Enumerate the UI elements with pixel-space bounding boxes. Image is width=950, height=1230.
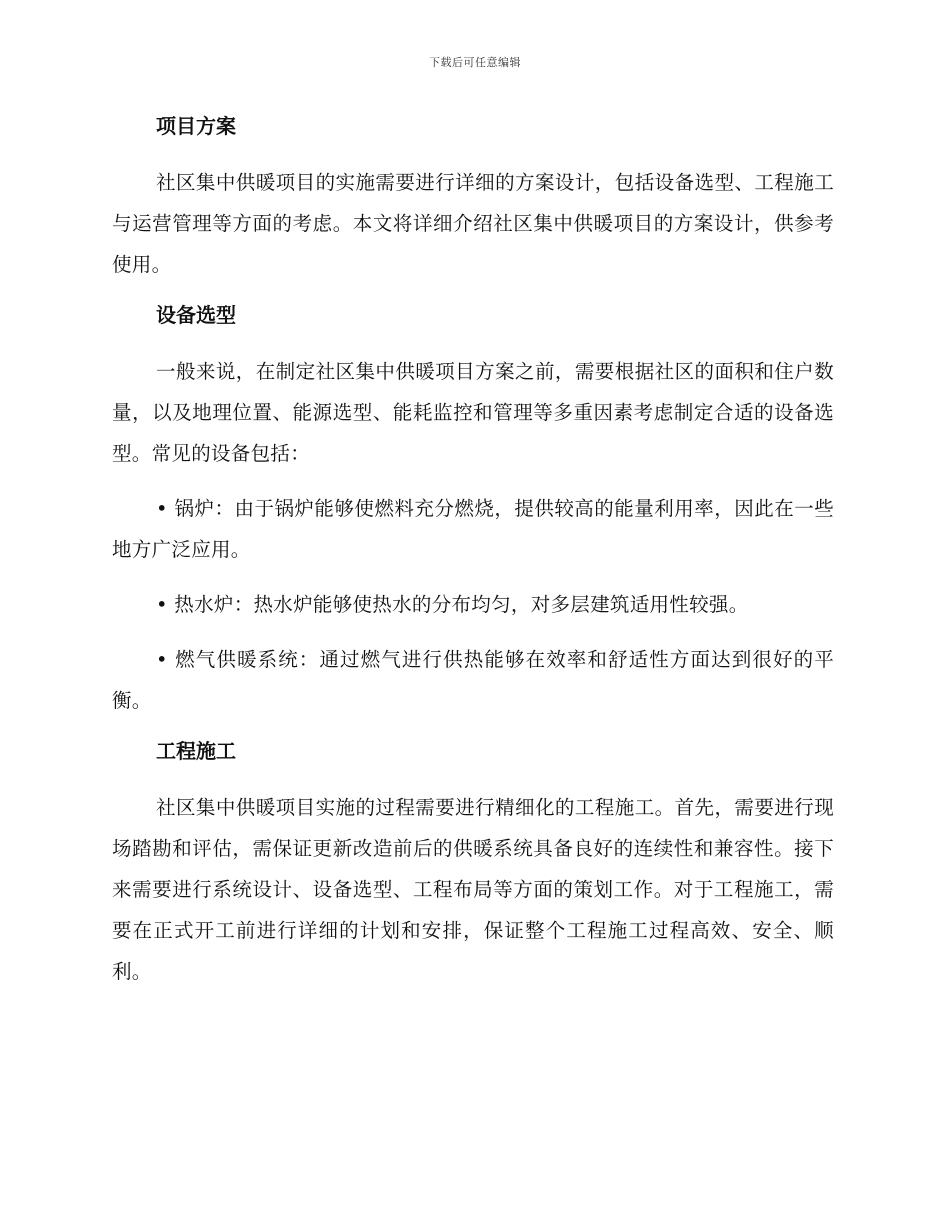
body-paragraph: 社区集中供暖项目的实施需要进行详细的方案设计，包括设备选型、工程施工与运营管理等方面的考虑。本文将详细介绍社区集中供暖项目的方案设计，供参考使用。 xyxy=(112,171,834,276)
body-paragraph: 社区集中供暖项目实施的过程需要进行精细化的工程施工。首先，需要进行现场踏勘和评估，需保证更新改造前后的供暖系统具备良好的连续性和兼容性。接下来需要进行系统设计、设备选型、工程布局等方面的策划工作。对于工程施工，需要在正式开工前进行详细的计划和安排，保证整个工程施工过程高效、安全、顺利。 xyxy=(112,796,834,983)
section-project-plan xyxy=(112,110,834,285)
list-item: • 锅炉：由于锅炉能够使燃料充分燃烧，提供较高的能量利用率，因此在一些地方广泛应用。 xyxy=(112,497,834,561)
section-heading: 工程施工 xyxy=(156,739,236,763)
list-item: • 燃气供暖系统：通过燃气进行供热能够在效率和舒适性方面达到很好的平衡。 xyxy=(112,648,834,712)
list-item: • 热水炉：热水炉能够使热水的分布均匀，对多层建筑适用性较强。 xyxy=(156,593,749,616)
section-construction xyxy=(112,735,834,992)
header-note: 下载后可任意编辑 xyxy=(429,56,521,69)
section-heading: 项目方案 xyxy=(156,114,236,138)
document-body xyxy=(112,110,834,1006)
section-equipment-selection xyxy=(112,299,834,721)
section-heading: 设备选型 xyxy=(156,303,236,327)
body-paragraph: 一般来说，在制定社区集中供暖项目方案之前，需要根据社区的面积和住户数量，以及地理位置、能源选型、能耗监控和管理等多重因素考虑制定合适的设备选型。常见的设备包括： xyxy=(112,360,834,465)
